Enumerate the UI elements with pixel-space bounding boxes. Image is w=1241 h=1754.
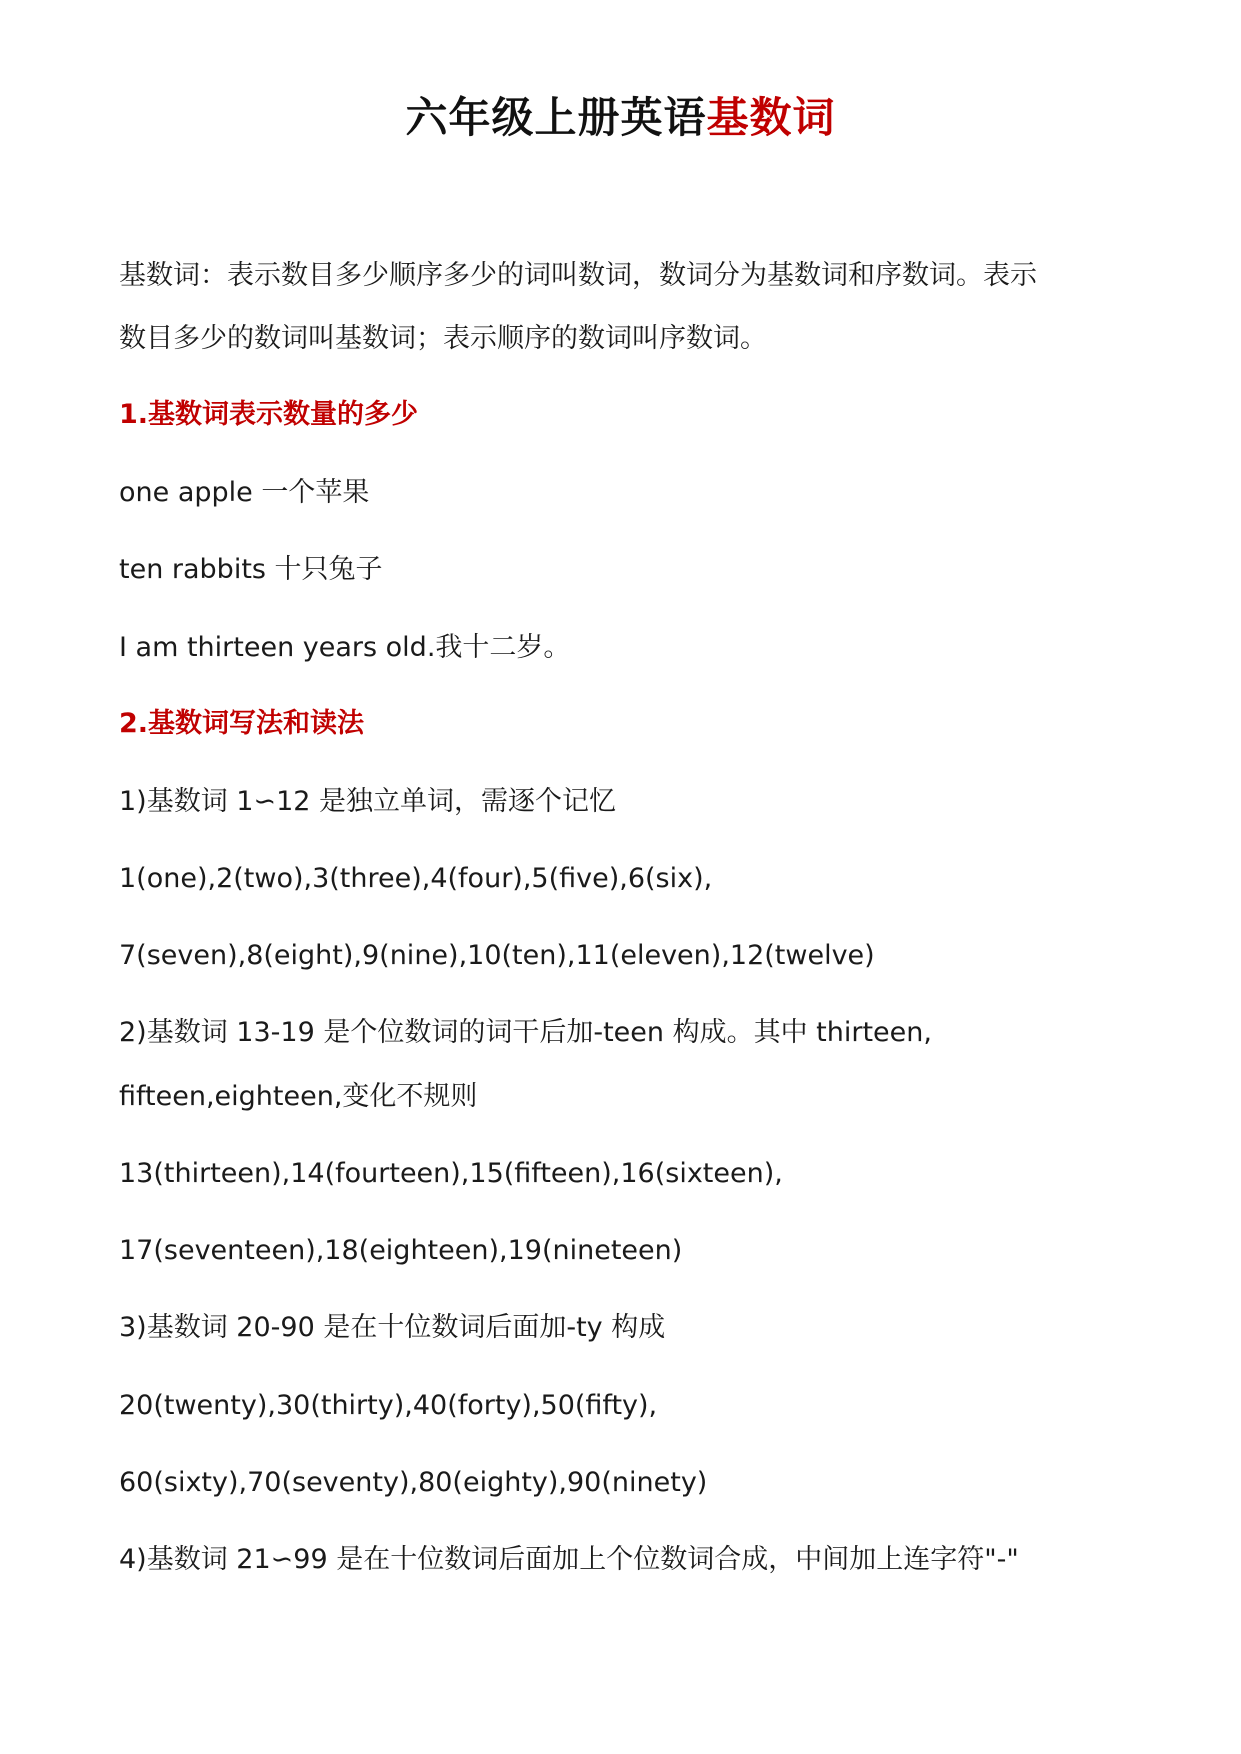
example-line: I am thirteen years old.我十二岁。 <box>119 632 571 663</box>
section-2-heading: 2.基数词写法和读法 <box>119 708 365 739</box>
intro-line-1: 基数词：表示数目多少顺序多少的词叫数词，数词分为基数词和序数词。表示 <box>119 260 1037 291</box>
title-main: 六年级上册英语 <box>405 93 707 142</box>
section-2-line: 60(sixty),70(seventy),80(eighty),90(ninety) <box>119 1467 708 1498</box>
section-2-line: 7(seven),8(eight),9(nine),10(ten),11(eleven),12(twelve) <box>119 940 875 971</box>
section-2-line: 20(twenty),30(thirty),40(forty),50(fifty), <box>119 1390 658 1421</box>
section-1-heading: 1.基数词表示数量的多少 <box>119 399 419 430</box>
section-2-line: 3)基数词 20-90 是在十位数词后面加-ty 构成 <box>119 1312 666 1343</box>
section-2-line: 1(one),2(two),3(three),4(four),5(five),6(six), <box>119 863 713 894</box>
section-2-line: 4)基数词 21∽99 是在十位数词后面加上个位数词合成，中间加上连字符"-" <box>119 1544 1019 1575</box>
intro-line-2: 数目多少的数词叫基数词；表示顺序的数词叫序数词。 <box>119 323 767 354</box>
section-2-line: 13(thirteen),14(fourteen),15(fifteen),16(sixteen), <box>119 1158 783 1189</box>
example-line: ten rabbits 十只兔子 <box>119 554 383 585</box>
section-2-line: fifteen,eighteen,变化不规则 <box>119 1081 478 1112</box>
page-title <box>0 88 1241 148</box>
example-line: one apple 一个苹果 <box>119 477 370 508</box>
section-2-line: 2)基数词 13-19 是个位数词的词干后加-teen 构成。其中 thirteen, <box>119 1017 932 1048</box>
section-2-line: 17(seventeen),18(eighteen),19(nineteen) <box>119 1235 683 1266</box>
section-2-line: 1)基数词 1∽12 是独立单词，需逐个记忆 <box>119 786 617 817</box>
title-accent: 基数词 <box>706 93 836 142</box>
